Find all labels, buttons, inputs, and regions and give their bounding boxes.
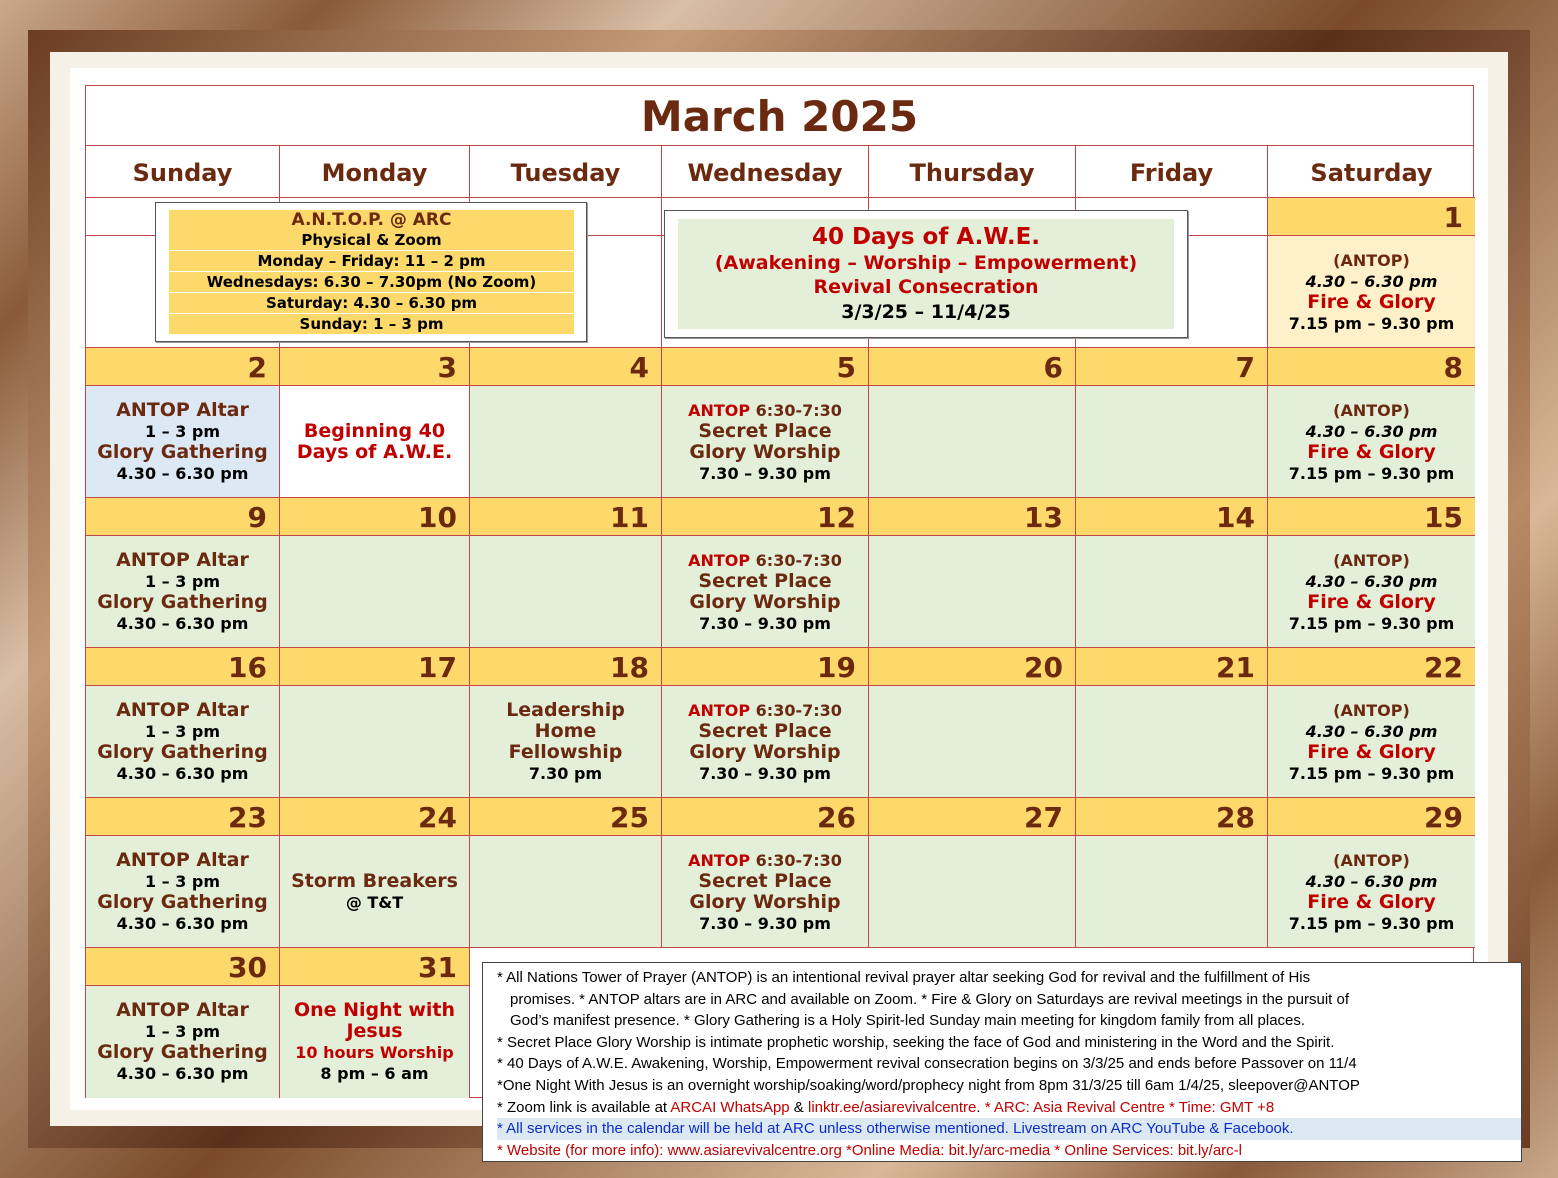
event-line: Glory Worship — [689, 740, 841, 763]
day-cell-wednesday — [662, 386, 869, 498]
date-number: 28 — [1076, 798, 1268, 836]
note-text-red: * ARC: Asia Revival Centre * Time: GMT +8 — [984, 1098, 1275, 1116]
date-number: 7 — [1076, 348, 1268, 386]
date-number: 21 — [1076, 648, 1268, 686]
event-text: 6:30-7:30 — [755, 850, 842, 870]
date-number: 17 — [280, 648, 470, 686]
event-text: 6:30-7:30 — [755, 550, 842, 570]
day-header-thursday: Thursday — [869, 146, 1076, 198]
event-text: ANTOP — [688, 400, 751, 420]
calendar-title: March 2025 — [86, 86, 1473, 146]
event-line: 4.30 – 6.30 pm — [1305, 571, 1438, 591]
awe-box-dates: 3/3/25 – 11/4/25 — [841, 301, 1011, 323]
date-number: 29 — [1268, 798, 1475, 836]
antop-box-line: Sunday: 1 – 3 pm — [299, 315, 444, 333]
event-line: 7.30 – 9.30 pm — [699, 463, 831, 483]
date-number: 27 — [869, 798, 1076, 836]
event-line: 4.30 – 6.30 pm — [1305, 871, 1438, 891]
date-number: 5 — [662, 348, 869, 386]
date-number: 11 — [470, 498, 662, 536]
event-line: 4.30 – 6.30 pm — [1305, 721, 1438, 741]
day-cell-monday — [280, 836, 470, 948]
event-line: Fire & Glory — [1307, 290, 1436, 313]
date-number: 26 — [662, 798, 869, 836]
date-number: 30 — [86, 948, 280, 986]
event-line: Fire & Glory — [1307, 440, 1436, 463]
day-cell-monday — [280, 686, 470, 798]
event-line: (ANTOP) — [1333, 400, 1410, 420]
event-line: One Night with — [293, 999, 456, 1021]
event-line: Secret Place — [698, 869, 832, 892]
event-line: Glory Worship — [689, 440, 841, 463]
date-number: 8 — [1268, 348, 1475, 386]
event-line: 4.30 – 6.30 pm — [116, 463, 249, 483]
event-line: 7.30 – 9.30 pm — [699, 913, 831, 933]
note-services-line: * All services in the calendar will be held at ARC unless otherwise mentioned. Livestream on ARC YouTube & Facebook. — [497, 1118, 1521, 1140]
day-cell-tuesday — [470, 536, 662, 648]
event-line: Glory Gathering — [97, 590, 268, 613]
event-line: 1 – 3 pm — [144, 421, 221, 441]
day-cell-wednesday — [662, 686, 869, 798]
day-header-monday: Monday — [280, 146, 470, 198]
event-line: ANTOP Altar — [116, 548, 249, 571]
day-cell-wednesday — [662, 536, 869, 648]
date-number: 12 — [662, 498, 869, 536]
event-line: 4.30 – 6.30 pm — [1305, 271, 1438, 291]
event-line — [688, 400, 842, 421]
whatsapp-link[interactable]: ARCAI WhatsApp — [670, 1098, 790, 1116]
event-line: Glory Gathering — [97, 440, 268, 463]
event-line: 7.30 – 9.30 pm — [699, 613, 831, 633]
note-text: . — [976, 1098, 985, 1116]
event-line: Storm Breakers — [291, 869, 458, 892]
event-line: 7.15 pm – 9.30 pm — [1288, 463, 1455, 483]
event-line: Leadership — [506, 698, 625, 721]
antop-box-line: Physical & Zoom — [169, 230, 574, 251]
event-line: Secret Place — [698, 719, 832, 742]
event-line: 4.30 – 6.30 pm — [116, 763, 249, 783]
event-line: 1 – 3 pm — [144, 721, 221, 741]
day-cell-saturday — [1268, 836, 1475, 948]
day-cell-sunday — [86, 386, 280, 498]
event-line: (ANTOP) — [1333, 550, 1410, 570]
day-cell-monday — [280, 536, 470, 648]
date-number: 24 — [280, 798, 470, 836]
day-header-sunday: Sunday — [86, 146, 280, 198]
day-cell-tuesday — [470, 386, 662, 498]
date-number: 16 — [86, 648, 280, 686]
date-number: 14 — [1076, 498, 1268, 536]
event-line: 1 – 3 pm — [144, 571, 221, 591]
day-cell-thursday — [869, 836, 1076, 948]
event-line: 4.30 – 6.30 pm — [116, 1064, 249, 1083]
event-line: 4.30 – 6.30 pm — [116, 613, 249, 633]
day-cell-sunday — [86, 836, 280, 948]
event-line: Glory Gathering — [97, 1041, 268, 1063]
event-line: Glory Gathering — [97, 740, 268, 763]
day-cell-monday — [280, 386, 470, 498]
date-number: 9 — [86, 498, 280, 536]
event-line: Fire & Glory — [1307, 590, 1436, 613]
event-line — [688, 550, 842, 571]
event-line: 4.30 – 6.30 pm — [1305, 421, 1438, 441]
event-line: 1 – 3 pm — [144, 871, 221, 891]
note-zoom-line — [497, 1097, 1521, 1119]
event-line: 4.30 – 6.30 pm — [116, 913, 249, 933]
antop-box-line: Monday – Friday: 11 – 2 pm — [169, 251, 574, 272]
note-text: & — [789, 1098, 808, 1116]
event-line: ANTOP Altar — [116, 398, 249, 421]
day-cell-sunday — [86, 986, 280, 1098]
notes-box — [482, 962, 1522, 1162]
event-line: @ T&T — [345, 892, 404, 912]
date-number: 22 — [1268, 648, 1475, 686]
event-text: ANTOP — [688, 850, 751, 870]
day-header-wednesday: Wednesday — [662, 146, 869, 198]
day-cell-saturday — [1268, 686, 1475, 798]
event-line: 7.15 pm – 9.30 pm — [1288, 763, 1455, 783]
event-text: 6:30-7:30 — [755, 700, 842, 720]
event-text: 6:30-7:30 — [755, 400, 842, 420]
event-line: 7.15 pm – 9.30 pm — [1288, 313, 1455, 333]
event-line: Secret Place — [698, 569, 832, 592]
day-cell-thursday — [869, 536, 1076, 648]
date-number: 19 — [662, 648, 869, 686]
day-cell-friday — [1076, 386, 1268, 498]
date-number: 6 — [869, 348, 1076, 386]
day-cell-friday — [1076, 836, 1268, 948]
day-cell-thursday — [869, 686, 1076, 798]
antop-box-line: Wednesdays: 6.30 – 7.30pm (No Zoom) — [169, 272, 574, 293]
note-line: God’s manifest presence. * Glory Gathering is a Holy Spirit-led Sunday main meeting for kingdom family from all places. — [510, 1012, 1306, 1030]
event-line: 7.15 pm – 9.30 pm — [1288, 613, 1455, 633]
event-line: Beginning 40 — [303, 419, 446, 442]
awe-info-box — [664, 210, 1188, 338]
event-line: (ANTOP) — [1333, 850, 1410, 870]
day-cell-friday — [1076, 536, 1268, 648]
event-line: 8 pm – 6 am — [320, 1064, 429, 1083]
day-cell-sunday — [86, 536, 280, 648]
event-line — [688, 700, 842, 721]
day-header-saturday: Saturday — [1268, 146, 1475, 198]
date-number: 23 — [86, 798, 280, 836]
event-line: Fire & Glory — [1307, 740, 1436, 763]
event-line: Fellowship — [508, 740, 623, 763]
awe-box-title: 40 Days of A.W.E. — [811, 224, 1041, 250]
antop-info-box — [155, 202, 587, 342]
date-number: 2 — [86, 348, 280, 386]
event-line: (ANTOP) — [1333, 700, 1410, 720]
antop-box-line: Saturday: 4.30 – 6.30 pm — [169, 293, 574, 314]
day-header-tuesday: Tuesday — [470, 146, 662, 198]
event-line: Days of A.W.E. — [296, 440, 453, 463]
day-cell-sunday — [86, 686, 280, 798]
day-cell-friday — [1076, 686, 1268, 798]
event-line: ANTOP Altar — [116, 698, 249, 721]
event-line: 7.15 pm – 9.30 pm — [1288, 913, 1455, 933]
event-line: Secret Place — [698, 419, 832, 442]
day-cell-saturday — [1268, 386, 1475, 498]
event-line: Jesus — [346, 1020, 403, 1042]
event-line: (ANTOP) — [1333, 250, 1410, 270]
note-line: *One Night With Jesus is an overnight worship/soaking/word/prophecy night from 8pm 31/3/25 till 6am 1/4/25, sleepover@ANTOP — [497, 1076, 1360, 1094]
date-number: 1 — [1268, 198, 1475, 236]
awe-box-line: Revival Consecration — [813, 276, 1039, 298]
note-text: * Zoom link is available at — [497, 1098, 671, 1116]
date-number: 31 — [280, 948, 470, 986]
day-cell-wednesday — [662, 836, 869, 948]
date-number: 10 — [280, 498, 470, 536]
event-line: Home — [534, 719, 597, 742]
event-line: Glory Gathering — [97, 890, 268, 913]
note-website-line: * Website (for more info): www.asiarevivalcentre.org *Online Media: bit.ly/arc-media * Online Services: bit.ly/arc-l — [497, 1141, 1242, 1159]
linktree-link[interactable]: linktr.ee/asiarevivalcentre — [807, 1098, 977, 1116]
date-number: 3 — [280, 348, 470, 386]
event-line: 10 hours Worship — [295, 1043, 454, 1062]
awe-box-subtitle: (Awakening – Worship – Empowerment) — [714, 252, 1138, 274]
note-line: * Secret Place Glory Worship is intimate prophetic worship, seeking the face of God and ministering in the Word and the Spirit. — [497, 1033, 1335, 1051]
date-number: 13 — [869, 498, 1076, 536]
date-number: 15 — [1268, 498, 1475, 536]
date-number: 4 — [470, 348, 662, 386]
event-line: ANTOP Altar — [116, 999, 249, 1021]
day-cell-thursday — [869, 386, 1076, 498]
day-cell-saturday — [1268, 236, 1475, 348]
event-text: ANTOP — [688, 550, 751, 570]
date-number: 20 — [869, 648, 1076, 686]
date-number: 18 — [470, 648, 662, 686]
event-line: ANTOP Altar — [116, 848, 249, 871]
event-line — [688, 850, 842, 871]
day-header-friday: Friday — [1076, 146, 1268, 198]
note-line: promises. * ANTOP altars are in ARC and available on Zoom. * Fire & Glory on Saturdays are revival meetings in the pursuit of — [510, 990, 1349, 1008]
day-cell-tuesday — [470, 686, 662, 798]
event-line: Fire & Glory — [1307, 890, 1436, 913]
day-cell-saturday — [1268, 536, 1475, 648]
event-line: Glory Worship — [689, 890, 841, 913]
event-line: 7.30 – 9.30 pm — [699, 763, 831, 783]
event-line: 1 – 3 pm — [144, 1022, 221, 1041]
day-cell-tuesday — [470, 836, 662, 948]
event-text: ANTOP — [688, 700, 751, 720]
date-number: 25 — [470, 798, 662, 836]
note-line: * All Nations Tower of Prayer (ANTOP) is an intentional revival prayer altar seeking God for revival and the fulfillment of His — [497, 969, 1311, 986]
event-line: Glory Worship — [689, 590, 841, 613]
note-line: * 40 Days of A.W.E. Awakening, Worship, Empowerment revival consecration begins on 3/3/25 and ends before Passover on 11/4 — [497, 1055, 1357, 1073]
day-cell-monday — [280, 986, 470, 1098]
event-line: 7.30 pm — [528, 763, 603, 783]
antop-box-title: A.N.T.O.P. @ ARC — [291, 210, 452, 230]
